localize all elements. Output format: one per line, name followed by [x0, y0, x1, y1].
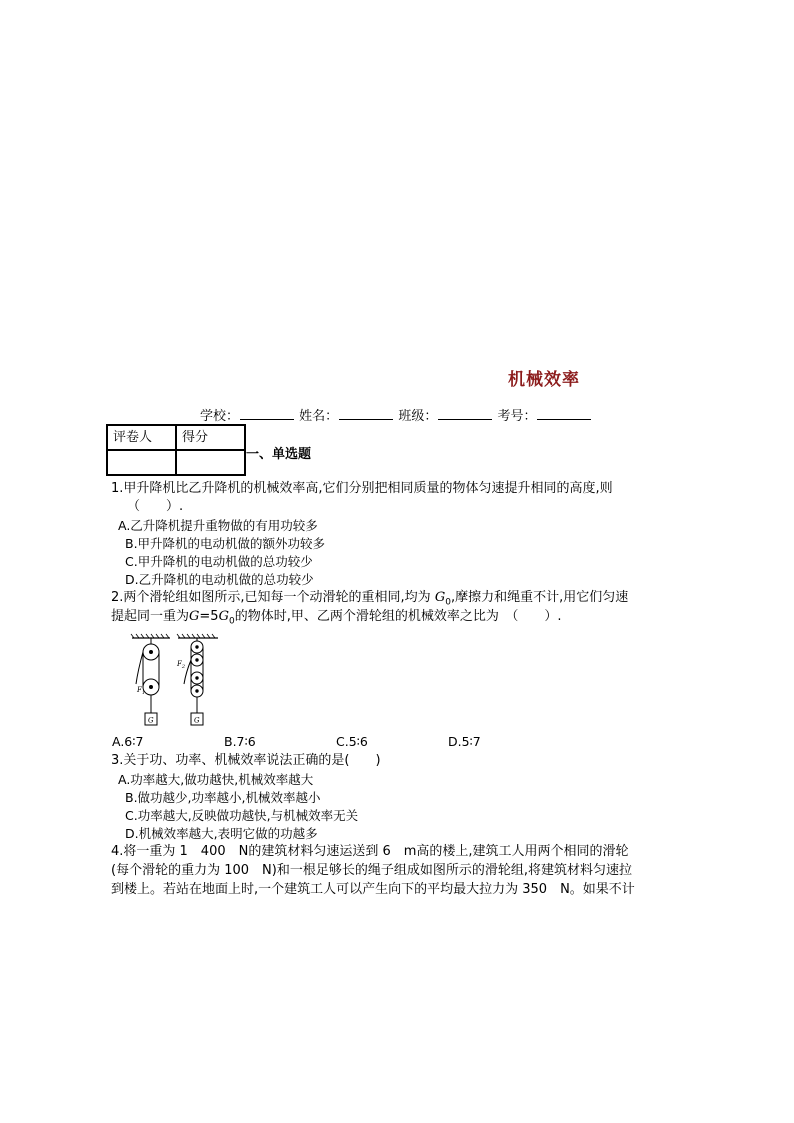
- q2-stem-text-b: ,摩擦力和绳重不计,用它们匀速: [450, 590, 629, 605]
- q2-g-g0: G: [218, 609, 229, 624]
- q1-option-c: C.甲升降机的电动机做的总功较少: [125, 554, 313, 569]
- q2-g0: G: [434, 590, 446, 605]
- student-info-line: [200, 405, 592, 424]
- grader-header: 评卷人: [107, 425, 176, 450]
- right-pulley-group: [184, 638, 203, 725]
- score-table: [106, 424, 246, 476]
- class-blank: [438, 407, 492, 420]
- q2-option-d: D.5∶7: [448, 734, 481, 749]
- class-label: 班级：: [398, 409, 438, 424]
- school-blank: [240, 407, 294, 420]
- grader-cell: [107, 450, 176, 475]
- score-cell: [176, 450, 245, 475]
- q4-line1: 4.将一重为 1 400 N的建筑材料匀速运送到 6 m高的楼上,建筑工人用两个相同的滑轮: [111, 844, 629, 859]
- q3-option-c: C.功率越大,反映做功越快,与机械效率无关: [125, 808, 359, 823]
- q1-stem-blank: （ ）.: [127, 499, 184, 514]
- exam-no-blank: [537, 407, 591, 420]
- left-load-label: G: [148, 716, 154, 725]
- q2-option-c: C.5∶6: [336, 734, 368, 749]
- page-title: 机械效率: [508, 370, 580, 390]
- q3-option-b: B.做功越少,功率越小,机械效率越小: [125, 790, 321, 805]
- name-blank: [339, 407, 393, 420]
- q2-stem-text: 2.两个滑轮组如图所示,已知每一个动滑轮的重相同,均为: [111, 590, 431, 605]
- name-label: 姓名：: [299, 409, 339, 424]
- q1-option-d: D.乙升降机的电动机做的总功较少: [125, 572, 314, 587]
- f2-label: $F_2$: [177, 660, 186, 670]
- q2-option-a: A.6∶7: [112, 734, 144, 749]
- q2-g0-sub: 0: [445, 597, 451, 608]
- f1-label: $F_1$: [137, 686, 146, 696]
- q1-stem: 1.甲升降机比乙升降机的机械效率高,它们分别把相同质量的物体匀速提升相同的高度,则: [111, 481, 613, 496]
- q4-line2: (每个滑轮的重力为 100 N)和一根足够长的绳子组成如图所示的滑轮组,将建筑材料匀速拉: [111, 863, 632, 878]
- exam-no-label: 考号：: [497, 409, 537, 424]
- right-load-label: G: [194, 716, 200, 725]
- school-label: 学校：: [200, 409, 240, 424]
- q2-stem-text-2a: 提起同一重为: [111, 609, 190, 624]
- q2-g: G: [189, 609, 200, 624]
- q2-option-b: B.7∶6: [224, 734, 256, 749]
- section-title: 一、单选题: [246, 447, 312, 462]
- left-pulley-group: [136, 638, 159, 725]
- left-ceiling: [131, 634, 170, 638]
- q2-stem-line2: [111, 608, 561, 631]
- right-ceiling: [177, 634, 218, 638]
- q2-g-g0-sub: 0: [228, 616, 235, 627]
- q2-stem-text-2b: 的物体时,甲、乙两个滑轮组的机械效率之比为 （ ）.: [234, 609, 562, 624]
- q4-line3: 到楼上。若站在地面上时,一个建筑工人可以产生向下的平均最大拉力为 350 N。如果不计: [111, 882, 635, 897]
- q1-option-b: B.甲升降机的电动机做的额外功较多: [125, 536, 326, 551]
- q2-g-eq: =5: [199, 609, 219, 624]
- q1-option-a: A.乙升降机提升重物做的有用功较多: [118, 518, 318, 533]
- pulley-system-figure: [130, 632, 220, 728]
- score-header: 得分: [176, 425, 245, 450]
- q3-option-a: A.功率越大,做功越快,机械效率越大: [118, 772, 314, 787]
- q3-option-d: D.机械效率越大,表明它做的功越多: [125, 826, 318, 841]
- q3-stem: 3.关于功、功率、机械效率说法正确的是( ): [111, 753, 381, 768]
